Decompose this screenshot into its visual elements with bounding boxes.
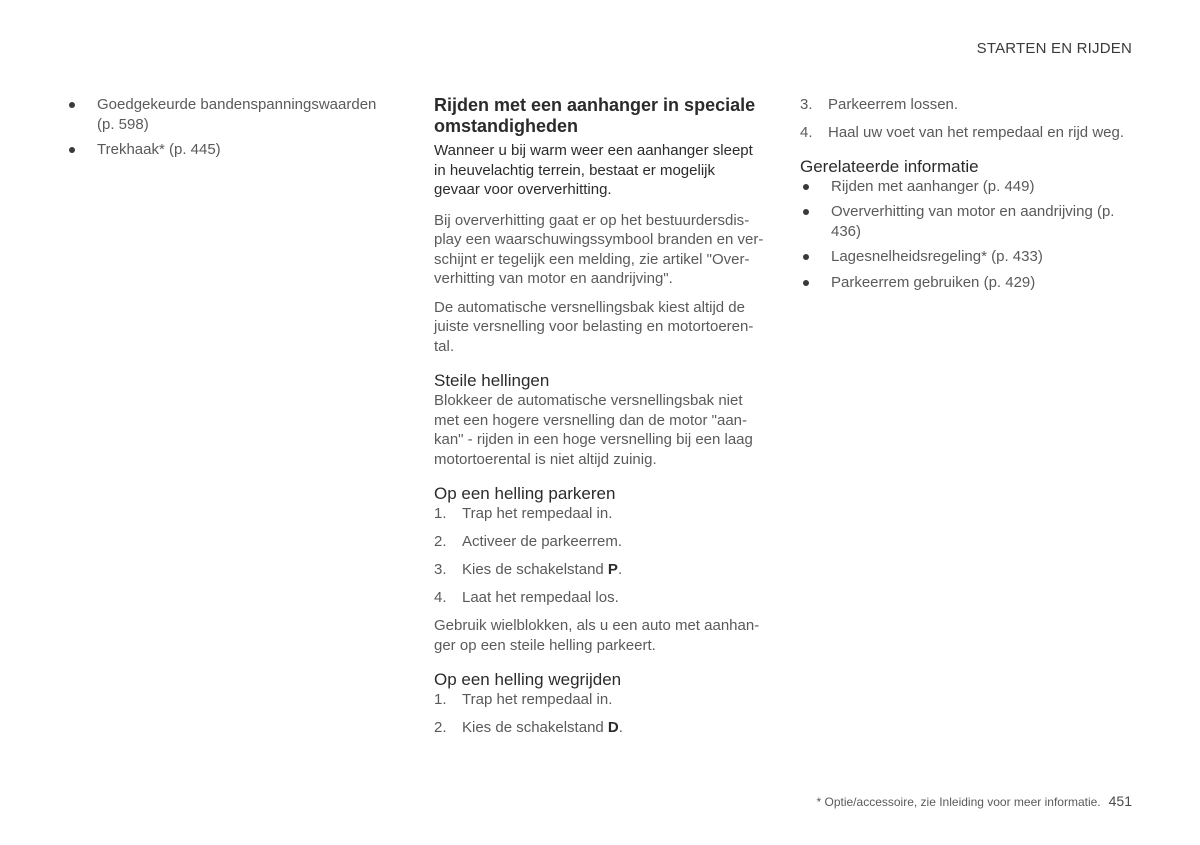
- related-link-text: Parkeerrem gebruiken (p. 429): [831, 273, 1036, 291]
- bullet-icon: [803, 184, 809, 190]
- related-link-text: Oververhitting van motor en aandrijving (p. 436): [831, 203, 1115, 240]
- parking-note: Gebruik wielblokken, als u een auto met aanhanger op een steile helling parkeert.: [434, 617, 760, 654]
- step-item: [434, 504, 764, 524]
- body-paragraph: De automatische versnellingsbak kiest altijd de juiste versnelling voor belasting en motortoerental.: [434, 298, 754, 355]
- related-info-heading: Gerelateerde informatie: [800, 156, 979, 176]
- bullet-icon: [803, 254, 809, 260]
- steep-slopes-text: Blokkeer de automatische versnellingsbak niet met een hogere versnelling dan de motor "aankan" - rijden in een hoge versnelling bij een laag motortoerental is niet altijd zuinig.: [434, 392, 753, 468]
- related-info-list: [800, 177, 1140, 293]
- step-text: Laat het rempedaal los.: [462, 589, 619, 606]
- related-link[interactable]: [800, 202, 1140, 241]
- footnote-text: * Optie/accessoire, zie Inleiding voor meer informatie.: [816, 795, 1101, 809]
- bullet-icon: [803, 209, 809, 215]
- step-number: 3.: [434, 561, 447, 578]
- list-item: [66, 95, 391, 134]
- step-number: 3.: [800, 96, 813, 113]
- step-item: [434, 560, 764, 580]
- step-item: [434, 718, 764, 738]
- step-text: Kies de schakelstand: [462, 561, 608, 578]
- middle-column: [434, 95, 764, 746]
- step-number: 4.: [434, 589, 447, 606]
- step-number: 2.: [434, 533, 447, 550]
- step-number: 1.: [434, 505, 447, 522]
- step-text: Trap het rempedaal in.: [462, 505, 613, 522]
- section-title: Rijden met een aanhanger in speciale omstandigheden: [434, 95, 756, 136]
- page-number: 451: [1108, 793, 1132, 809]
- drive-off-steps-list: [434, 690, 764, 738]
- step-text: Activeer de parkeerrem.: [462, 533, 623, 550]
- step-number: 2.: [434, 719, 447, 736]
- step-number: 1.: [434, 691, 447, 708]
- step-text-end: .: [617, 561, 623, 578]
- step-number: 4.: [800, 124, 813, 141]
- list-item-text: Goedgekeurde bandenspanningswaarden (p. 598): [97, 96, 377, 133]
- list-item-text: Trekhaak* (p. 445): [97, 141, 221, 158]
- gear-position-p: P: [607, 561, 618, 578]
- left-bullet-list: [66, 95, 391, 160]
- related-link-text: Rijden met aanhanger (p. 449): [831, 177, 1035, 195]
- section-header: STARTEN EN RIJDEN: [976, 40, 1132, 57]
- subheading-parking-on-slope: Op een helling parkeren: [434, 484, 616, 503]
- step-item: [800, 95, 1140, 115]
- bullet-icon: [69, 102, 75, 108]
- step-text: Haal uw voet van het rempedaal en rijd weg.: [828, 124, 1125, 141]
- body-paragraph: Bij oververhitting gaat er op het bestuurdersdisplay een waarschuwingssymbool branden en verschijnt er tegelijk een melding, zie artikel "Oververhitting van motor en aandrijving".: [434, 211, 764, 287]
- step-item: [434, 532, 764, 552]
- related-link[interactable]: [800, 247, 1140, 267]
- left-column: [66, 95, 391, 166]
- step-item: [434, 588, 764, 608]
- step-item: [800, 123, 1140, 143]
- step-text: Parkeerrem lossen.: [828, 96, 959, 113]
- step-text: Kies de schakelstand: [462, 719, 608, 736]
- lead-paragraph: Wanneer u bij warm weer een aanhanger sleept in heuvelachtig terrein, bestaat er mogelijk gevaar voor oververhitting.: [434, 142, 753, 198]
- parking-steps-list: [434, 504, 764, 608]
- bullet-icon: [803, 280, 809, 286]
- subheading-drive-off-slope: Op een helling wegrijden: [434, 670, 622, 689]
- right-column: [800, 95, 1140, 298]
- related-link[interactable]: [800, 273, 1140, 293]
- subheading-steep-slopes: Steile hellingen: [434, 371, 550, 390]
- footer: [817, 793, 1133, 809]
- drive-off-steps-continued: [800, 95, 1140, 143]
- related-link[interactable]: [800, 177, 1140, 197]
- gear-position-d: D: [607, 719, 619, 736]
- bullet-icon: [69, 147, 75, 153]
- list-item: [66, 140, 391, 160]
- step-text: Trap het rempedaal in.: [462, 691, 613, 708]
- related-link-text: Lagesnelheidsregeling* (p. 433): [831, 248, 1043, 265]
- step-text-end: .: [618, 719, 623, 736]
- step-item: [434, 690, 764, 710]
